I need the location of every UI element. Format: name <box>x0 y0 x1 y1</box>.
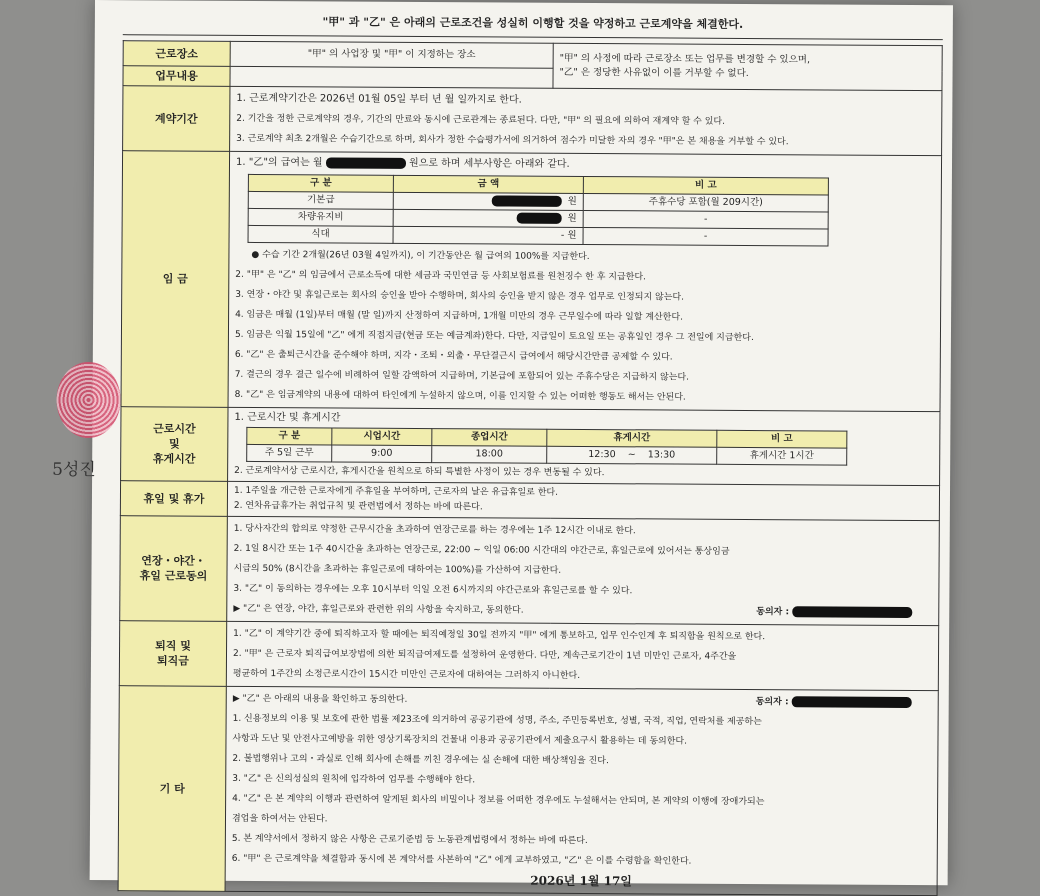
wage-label: 임 금 <box>121 151 230 408</box>
leave-item: 2. 연차유급휴가는 취업규칙 및 관련법에서 정하는 바에 따른다. <box>233 500 483 513</box>
wage-item: 4. 임금은 매월 (1일)부터 매월 (말 일)까지 산정하여 지급하며, 1개월 미만의 경우 근무일수에 따라 일할 계산한다. <box>235 309 683 323</box>
pay-header: 비 고 <box>583 176 828 194</box>
severance-label-line: 퇴직금 <box>156 654 189 668</box>
period-item: 1. 근로계약기간은 2026년 01월 05일 부터 년 월 일까지로 한다. <box>236 92 522 106</box>
overtime-label <box>120 516 228 622</box>
pay-note: - <box>583 210 828 228</box>
workplace-note-line: "乙" 은 정당한 사유없이 이를 거부할 수 없다. <box>559 66 749 79</box>
hours-header: 휴게시간 <box>547 429 717 447</box>
pay-amount <box>393 192 583 210</box>
end-time: 18:00 <box>432 446 547 464</box>
wage-intro-b: 원으로 하며 세부사항은 아래와 같다. <box>408 157 570 170</box>
overtime-item: 1. 당사자간의 합의로 약정한 근무시간을 초과하여 연장근로를 하는 경우에는 1주 12시간 이내로 한다. <box>233 523 636 537</box>
other-label: 기 타 <box>118 686 226 892</box>
redacted-signature <box>792 696 912 708</box>
probation-note: ● 수습 기간 2개월(26년 03월 4일까지), 이 기간동안은 월 급여의 100%를 지급한다. <box>251 249 590 263</box>
contract-table <box>118 40 943 896</box>
break-to: 13:30 <box>647 449 676 461</box>
severance-item: 평균하여 1주간의 소정근로시간이 15시간 미만인 근로자에 대하여는 그러하지 아니한다. <box>232 668 581 681</box>
redacted-amount <box>326 157 406 168</box>
overtime-item: 시급의 50% (8시간을 초과하는 휴일근로에 대하여는 100%)를 가산하여 지급한다. <box>233 563 562 576</box>
hours-label-line: 근로시간 <box>153 422 196 436</box>
overtime-consent-text: ▶ "乙" 은 연장, 야간, 휴일근로와 관련한 위의 사항을 숙지하고, 동의한다. <box>233 603 524 616</box>
pay-note: 주휴수당 포함(월 209시간) <box>583 193 828 211</box>
hours-label-line: 및 <box>168 437 180 451</box>
break-from: 12:30 <box>588 449 616 461</box>
contract-paper <box>52 0 953 889</box>
consent-label: 동의자 : <box>756 607 790 618</box>
sign-date: 2026년 1월 17일 <box>530 873 632 889</box>
workplace-note <box>553 43 942 90</box>
other-item: 사항과 도난 및 안전사고예방을 위한 영상기록장치의 건물내 이용과 공공기관에서 제출요구시 활용하는 데 동의한다. <box>232 733 688 747</box>
pay-unit: 원 <box>567 195 577 207</box>
other-item: 겸업을 하여서는 안된다. <box>231 813 328 825</box>
hours-item: 2. 근로계약서상 근로시간, 휴게시간을 원칙으로 하되 특별한 사정이 있는 경우 변동될 수 있다. <box>234 465 605 479</box>
handwritten-mark: 5성진 <box>52 459 96 481</box>
wage-intro-a: 1. "乙"의 급여는 월 <box>235 156 323 169</box>
wage-item: 5. 임금은 익월 15일에 "乙" 에게 직접지급(현금 또는 예금계좌)한다. 다만, 지급일이 토요일 또는 공휴일인 경우 그 전일에 지급한다. <box>234 329 754 344</box>
work-type: 주 5일 근무 <box>247 444 332 462</box>
period-item: 2. 기간을 정한 근로계약의 경우, 기간의 만료와 동시에 근로관계는 종료된다. 다만, "甲" 의 필요에 의하여 재계약 할 수 있다. <box>236 113 726 127</box>
leave-content <box>227 481 939 520</box>
wage-item: 8. "乙" 은 임금계약의 내용에 대하여 타인에게 누설하지 않으며, 이를 인지할 수 있는 어떠한 행동도 해서는 안된다. <box>234 389 686 403</box>
overtime-consent <box>756 602 932 623</box>
pay-row <box>248 225 828 246</box>
hours-header: 시업시간 <box>332 428 432 446</box>
hours-label-line: 휴게시간 <box>152 452 196 466</box>
break-tilde: ~ <box>627 449 636 461</box>
workplace-label: 근로장소 <box>123 41 230 67</box>
wage-item: 6. "乙" 은 출퇴근시간을 준수해야 하며, 지각・조퇴・외출・무단결근시 급여에서 해당시간만큼 공제할 수 있다. <box>234 349 673 363</box>
other-item: 2. 불법행위나 고의・과실로 인해 회사에 손해를 끼친 경우에는 실 손해에 대한 배상책임을 진다. <box>232 753 609 767</box>
other-content <box>225 686 938 895</box>
pay-header: 구 분 <box>248 174 393 192</box>
hours-intro: 1. 근로시간 및 휴게시간 <box>234 411 341 424</box>
severance-item: 1. "乙" 이 계약기간 중에 퇴직하고자 할 때에는 퇴직예정일 30일 전까지 "甲" 에게 통보하고, 업무 인수인계 후 퇴직함을 원칙으로 한다. <box>233 628 766 643</box>
other-item: 1. 신용정보의 이용 및 보호에 관한 법률 제23조에 의거하여 공공기관에 성명, 주소, 주민등록번호, 성별, 국적, 직업, 연락처를 제공하는 <box>232 713 762 728</box>
hours-header: 비 고 <box>717 430 847 448</box>
hours-table <box>246 427 847 466</box>
hours-content <box>228 407 940 485</box>
break-time <box>547 446 717 464</box>
overtime-consent-row <box>233 599 932 623</box>
period-content <box>230 86 942 155</box>
pay-note: - <box>583 227 828 245</box>
pay-amount: - 원 <box>393 226 583 244</box>
pay-table <box>248 174 829 247</box>
severance-item: 2. "甲" 은 근로자 퇴직급여보장법에 의한 퇴직급여제도를 설정하여 운영한다. 다만, 계속근로기간이 1년 미만인 근로자, 4주간을 <box>232 648 737 662</box>
overtime-content <box>227 516 940 625</box>
wage-item: 2. "甲" 은 "乙" 의 임금에서 근로소득에 대한 세금과 국민연금 등 사회보험료를 원천징수 한 후 지급한다. <box>235 269 646 283</box>
pay-unit: 원 <box>567 212 577 224</box>
hours-note: 휴게시간 1시간 <box>717 447 847 465</box>
severance-label-line: 퇴직 및 <box>155 639 191 653</box>
other-item: 6. "甲" 은 근로계약을 체결함과 동시에 본 계약서를 사본하여 "乙" 에게 교부하였고, "乙" 은 이를 수령함을 확인한다. <box>231 853 692 867</box>
other-item: 5. 본 계약서에서 정하지 않은 사항은 근로기준법 등 노동관계법령에서 정하는 바에 따른다. <box>231 833 588 847</box>
pay-header: 금 액 <box>393 175 583 193</box>
other-item: 4. "乙" 은 본 계약의 이행과 관련하여 알게된 회사의 비밀이나 정보를 어떠한 경우에도 누설해서는 안되며, 본 계약의 이행에 장애가되는 <box>232 793 765 808</box>
seal-stamp <box>56 362 120 438</box>
start-time: 9:00 <box>332 445 432 463</box>
overtime-item: 3. "乙" 이 동의하는 경우에는 오후 10시부터 익일 오전 6시까지의 야간근로와 휴일근로를 할 수 있다. <box>233 583 633 597</box>
wage-item: 7. 결근의 경우 결근 일수에 비례하여 일할 감액하여 지급하며, 기본급에 포함되어 있는 주휴수당은 지급하지 않는다. <box>234 369 690 383</box>
overtime-label-line: 휴일 근로동의 <box>139 569 208 583</box>
overtime-label-line: 연장・야간・ <box>141 554 206 568</box>
workplace-value: "甲" 의 사업장 및 "甲" 이 지정하는 장소 <box>230 41 553 68</box>
pay-item-name: 식대 <box>248 225 393 243</box>
consent-label: 동의자 : <box>755 697 789 708</box>
wage-intro <box>236 154 935 176</box>
severance-label <box>119 621 226 687</box>
hours-row <box>247 444 847 465</box>
workplace-note-line: "甲" 의 사정에 따라 근로장소 또는 업무를 변경할 수 있으며, <box>559 52 811 66</box>
redacted-signature <box>792 606 912 618</box>
hours-header: 종업시간 <box>432 429 547 447</box>
other-head: ▶ "乙" 은 아래의 내용을 확인하고 동의한다. <box>232 693 408 705</box>
hours-header: 구 분 <box>247 427 332 445</box>
duties-label: 업무내용 <box>123 66 230 87</box>
contract-title: "甲" 과 "乙" 은 아래의 근로조건을 성실히 이행할 것을 약정하고 근로계약을 체결한다. <box>123 8 943 40</box>
leave-item: 1. 1주일을 개근한 근로자에게 주휴일을 부여하며, 근로자의 날은 유급휴일로 한다. <box>233 485 559 498</box>
duties-value <box>230 66 553 88</box>
other-item: 3. "乙" 은 신의성실의 원칙에 입각하여 업무를 수행해야 한다. <box>232 773 476 786</box>
pay-item-name: 차량유지비 <box>248 208 393 226</box>
leave-label: 휴일 및 휴가 <box>120 481 227 517</box>
overtime-item: 2. 1일 8시간 또는 1주 40시간을 초과하는 연장근로, 22:00 ~ 익일 06:00 시간대의 야간근로, 휴일근로에 있어서는 통상임금 <box>233 543 730 557</box>
severance-content <box>226 621 938 690</box>
wage-item: 3. 연장・야간 및 휴일근로는 회사의 승인을 받아 수행하며, 회사의 승인을 받지 않은 경우 업무로 인정되지 않는다. <box>235 289 684 303</box>
redacted-amount <box>516 213 561 224</box>
pay-item-name: 기본급 <box>248 191 393 209</box>
period-item: 3. 근로계약 최초 2개월은 수습기간으로 하며, 회사가 정한 수습평가서에 의거하여 점수가 미달한 자의 경우 "甲"은 본 채용을 거부할 수 있다. <box>236 133 789 148</box>
other-consent <box>756 692 932 713</box>
hours-label <box>121 407 228 482</box>
period-label: 계약기간 <box>123 86 230 152</box>
pay-amount <box>393 209 583 227</box>
wage-content <box>228 151 942 411</box>
redacted-amount <box>492 195 562 206</box>
